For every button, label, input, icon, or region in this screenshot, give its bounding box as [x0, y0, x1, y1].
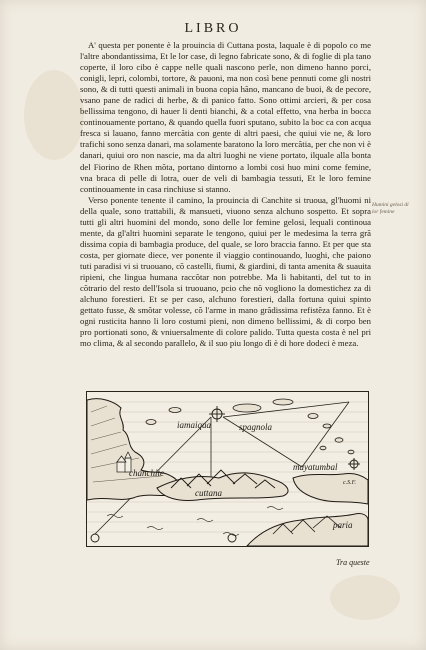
- wave-marks: [107, 507, 283, 536]
- woodcut-map: [86, 391, 369, 547]
- catchword: Tra queste: [336, 558, 370, 567]
- map-scale-mark: c.S.F.: [343, 480, 357, 486]
- body-text: [80, 40, 371, 349]
- compass-rose-icon: [348, 458, 360, 470]
- label-cuttana: cuttana: [195, 488, 222, 498]
- paragraph-cuttana: A' questa per ponente è la prouincia di Cuttana posta, laquale è di popolo co me l'altre abondantissima, Et le lor case, di legno fabricate sono, & di foglie di pla tano coperte, il loro cibo è cappe nelle quali nascono perle, non dimeno hanno porci, conigli, lepri, colombi, tortore, & pauoni, ma non così bene pennuti come gli nostri sono, & di tutti questi animali in buona copia hãno, mancano de buoi, & de pecore, vsano pane de radici di herbe, & di panico fatto. Sono ottimi arcieri, & per cosa bellissima tengono, di hauer li denti bianchi, & a cotal effetto, vna herba in bocca continouamente portano, & quando quella fuori sputano, subito la boc ca con acqua fresca si lauano, fanno mercãtia con gente di altri paesi, che quiui vie ne, & loro trafichi sono senza danari, ma solamente baratono la loro mercãtia, per che non vi è danari, quiui oro non nascie, ma da altri luoghi ne viene portato, ilquale alla bonta del Fiorino de Rhen mõta, portano dintorno a lombi cosi huo mini come femine, vna braca di pelle di lotra, ouer de veli di bambagia tessuti, Et le loro femine continouamente in casa rinchiuse si stanno.: [80, 40, 371, 194]
- label-chanchite: chanchite: [129, 468, 164, 478]
- central-island: [157, 473, 288, 501]
- label-paria: paria: [333, 520, 353, 530]
- map-illustration: [87, 392, 368, 546]
- eastern-coast: [293, 473, 368, 504]
- label-spagnola: spagnola: [239, 422, 273, 432]
- paper-stain: [24, 70, 84, 160]
- label-iamaiqua: iamaiqua: [177, 420, 212, 430]
- compass-rose-icon: [228, 534, 236, 542]
- paragraph-canchite: Verso ponente tenente il camino, la prouincia di Canchite si truoua, gl'huomi ni della quale, sono trattabili, & mansueti, viuono senza alchuno sospetto. Et sopra tutti gli altri huomini del mondo, sono delle lor femine gelosi, lequali continoua mente, da gl'altri huomini separate le tengono, quiui per le medesima la terra grã dissima copia di bambagia produce, del quale, se loro braccia fanno. Et per que sta costa, per giornate diece, ver ponente il viaggio continouando, luoghi, che paiono tuti paradisi vi si truouano, cõ castelli, fiumi, & giardini, di tanta amenita & suauita ripieni, che lingua humana raccõtar non potrebbe. Ma li habitanti, del tut to in cõtrario del resto dell'Isola si truouano, pcio che nõ vogliono la domestichez za di alchuno forestieri. Et se per caso, alchuno forestieri, dalla fortuna quiui spinto gettato fusse, & smõtar volesse, cõ l'arme in mano grãdissima refistẽza fanno. Et è ogni rusticita hanno li loro costumi pieni, non dimeno bellissimi, & di corpo ben pro portionati sono, & vniuersalmente di colore palido. Tutta questa costa è nel pri mo clima, & al secondo parallelo, & il suo piu longo dì è di hore dodeci è meza.: [80, 194, 371, 349]
- paper-stain: [330, 575, 400, 620]
- marginal-note: Humini gelosi di lor femine: [372, 202, 409, 215]
- label-mayatumbal: mayatumbal: [293, 462, 338, 472]
- running-title: LIBRO: [184, 21, 242, 36]
- compass-rose-icon: [91, 534, 99, 542]
